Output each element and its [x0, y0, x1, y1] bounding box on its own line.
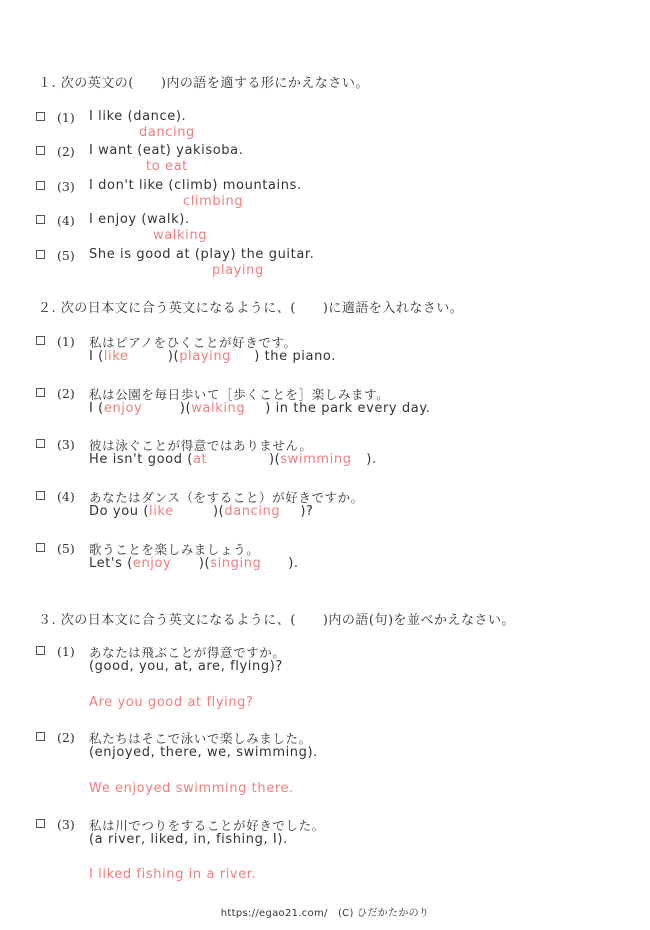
item-number: (3) [57, 179, 75, 194]
checkbox[interactable] [36, 388, 45, 397]
question-text: She is good at (play) the guitar. [89, 247, 315, 262]
blank-answer-2: singing [210, 556, 262, 571]
section3-title: ３. 次の日本文に合う英文になるように、( )内の語(句)を並べかえなさい。 [38, 613, 516, 628]
item-number: (3) [57, 817, 75, 832]
s2-sentence-5: Let's (enjoy )(singing ). [89, 556, 299, 571]
blank-answer-2: swimming [280, 452, 352, 467]
s2-sentence-4: Do you (like )(dancing )? [89, 504, 314, 519]
item-number: (1) [57, 334, 75, 349]
question-text: I like (dance). [89, 109, 187, 124]
checkbox[interactable] [36, 181, 45, 190]
japanese-text: 私は公園を毎日歩いて［歩くことを］楽しみます。 [89, 387, 390, 402]
japanese-text: 歌うことを楽しみましょう。 [89, 542, 260, 557]
blank-answer-2: dancing [224, 504, 281, 519]
checkbox[interactable] [36, 112, 45, 121]
blank-answer-2: walking [191, 401, 246, 416]
checkbox[interactable] [36, 543, 45, 552]
checkbox[interactable] [36, 819, 45, 828]
blank-answer-1: at [192, 452, 208, 467]
item-number: (5) [57, 541, 75, 556]
question-text: I want (eat) yakisoba. [89, 143, 244, 158]
s2-sentence-2: I (enjoy )(walking ) in the park every day. [89, 401, 431, 416]
japanese-text: 私たちはそこで泳いで楽しみました。 [89, 731, 312, 746]
s2-sentence-3: He isn't good (at )(swimming ). [89, 452, 377, 467]
question-text: I enjoy (walk). [89, 212, 190, 227]
s1-answer-2: to eat [146, 159, 188, 174]
blank-answer-2: playing [179, 349, 232, 364]
section2-title: ２. 次の日本文に合う英文になるように、( )に適語を入れなさい。 [38, 301, 464, 316]
item-number: (1) [57, 110, 75, 125]
s3-words-2: (enjoyed, there, we, swimming). [89, 745, 318, 760]
s2-sentence-1: I (like )(playing ) the piano. [89, 349, 336, 364]
s1-answer-1: dancing [139, 125, 195, 140]
japanese-text: 彼は泳ぐことが得意ではありません。 [89, 438, 313, 453]
japanese-text: 私はピアノをひくことが好きです。 [89, 335, 297, 350]
japanese-text: 私は川でつりをすることが好きでした。 [89, 818, 325, 833]
checkbox[interactable] [36, 732, 45, 741]
checkbox[interactable] [36, 646, 45, 655]
blank-answer-1: enjoy [132, 556, 172, 571]
item-number: (4) [57, 489, 75, 504]
checkbox[interactable] [36, 439, 45, 448]
s3-answer-3: I liked fishing in a river. [89, 867, 257, 882]
japanese-text: あなたはダンス（をすること）が好きですか。 [89, 490, 364, 505]
blank-answer-1: like [103, 349, 129, 364]
question-text: I don't like (climb) mountains. [89, 178, 302, 193]
item-number: (1) [57, 644, 75, 659]
section1-title: １. 次の英文の( )内の語を適する形にかえなさい。 [38, 76, 369, 91]
s1-answer-3: climbing [183, 194, 244, 209]
japanese-text: あなたは飛ぶことが得意ですか。 [89, 645, 286, 660]
s3-answer-1: Are you good at flying? [89, 695, 254, 710]
footer-credit: https://egao21.com/ (C) ひだかたかのり [220, 908, 430, 919]
checkbox[interactable] [36, 215, 45, 224]
item-number: (2) [57, 144, 75, 159]
checkbox[interactable] [36, 491, 45, 500]
s3-words-3: (a river, liked, in, fishing, I). [89, 832, 288, 847]
item-number: (2) [57, 386, 75, 401]
checkbox[interactable] [36, 336, 45, 345]
s3-answer-2: We enjoyed swimming there. [89, 781, 294, 796]
s1-answer-4: walking [153, 228, 208, 243]
s1-answer-5: playing [212, 263, 264, 278]
blank-answer-1: like [149, 504, 174, 519]
item-number: (2) [57, 730, 75, 745]
checkbox[interactable] [36, 250, 45, 259]
blank-answer-1: enjoy [103, 401, 143, 416]
item-number: (4) [57, 213, 75, 228]
item-number: (3) [57, 437, 75, 452]
item-number: (5) [57, 248, 75, 263]
s3-words-1: (good, you, at, are, flying)? [89, 659, 283, 674]
checkbox[interactable] [36, 146, 45, 155]
